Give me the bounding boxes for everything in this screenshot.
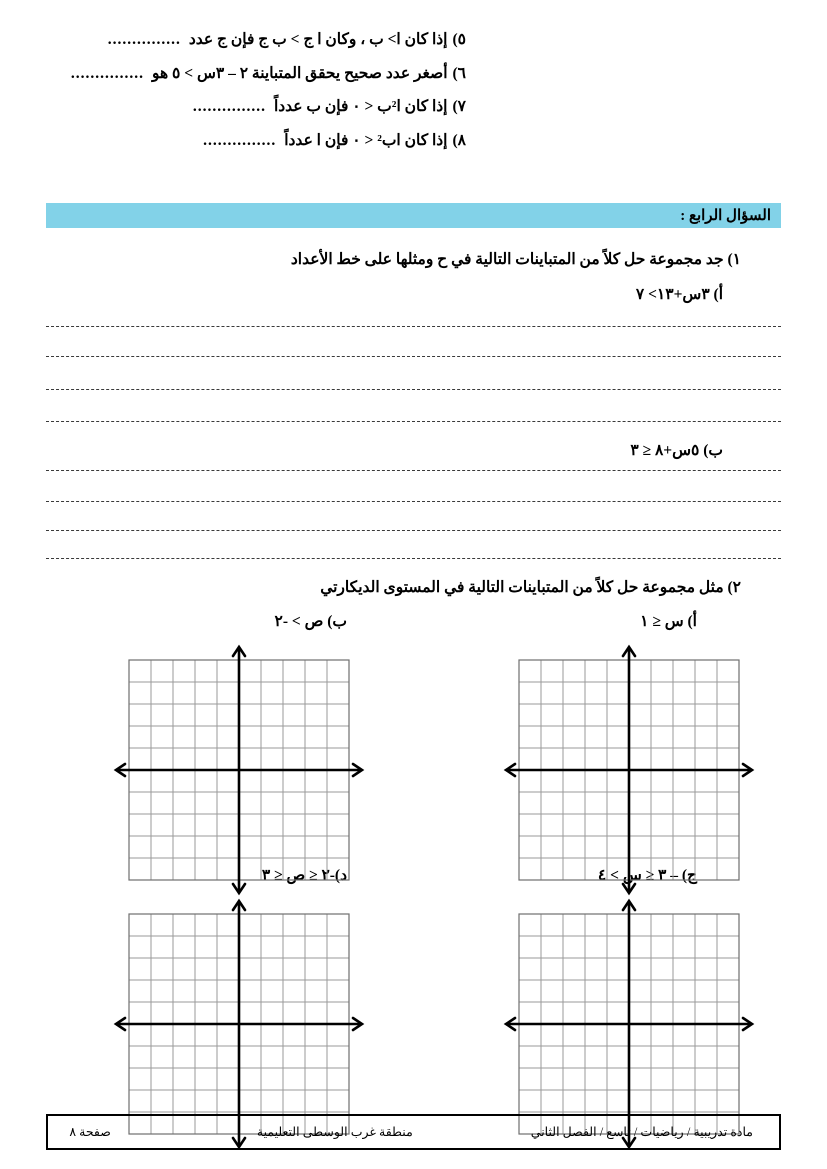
answer-line[interactable] <box>46 421 781 422</box>
answer-line[interactable] <box>46 356 781 357</box>
answer-line[interactable] <box>46 558 781 559</box>
question-number: ٨) <box>452 131 466 149</box>
coordinate-grid-a[interactable] <box>503 644 755 901</box>
answer-line[interactable] <box>46 389 781 390</box>
question-number: ٧) <box>452 98 466 115</box>
top-questions-list <box>70 30 741 164</box>
answer-line[interactable] <box>46 470 781 471</box>
answer-line[interactable] <box>46 501 781 502</box>
answer-line[interactable] <box>46 326 781 327</box>
question-number: ٥) <box>452 31 466 48</box>
answer-blank[interactable]: ............... <box>203 131 277 149</box>
section-header-title: السؤال الرابع : <box>680 208 771 224</box>
graph-label-b: ب) ص > -٢ <box>274 613 347 630</box>
answer-line[interactable] <box>46 530 781 531</box>
footer-subject: مادة تدريبية / رياضيات / تاسع / الفصل الثاني <box>530 1125 753 1139</box>
question-text: إذا كان ا> ب ، وكان ا ج > ب ج فإن ج عدد <box>188 31 448 48</box>
coordinate-grid-b[interactable] <box>113 644 365 901</box>
footer-page-number: صفحة ٨ <box>69 1125 111 1139</box>
section-header-bar <box>46 203 781 228</box>
top-question-item <box>86 97 741 116</box>
graph-label-d: د)-٢ ≤ ص ≤ ٣ <box>261 867 347 884</box>
page-footer <box>46 1114 781 1150</box>
question-2-heading: ٢) مثل مجموعة حل كلاً من المتباينات التالية في المستوى الديكارتي <box>320 579 741 596</box>
question-1-part-b-expression: ب) ٥س+٨ ≤ ٣ <box>630 442 723 459</box>
question-1-part-a-expression: أ) ٣س+١٣> ٧ <box>635 286 723 303</box>
graph-label-a: أ) س ≤ ١ <box>640 613 697 630</box>
question-text: أصغر عدد صحيح يحقق المتباينة ٢ – ٣س > ٥ هو <box>151 64 448 82</box>
question-text: إذا كان ا²ب < ٠ فإن ب عدداً <box>273 98 448 115</box>
top-question-item <box>86 131 741 150</box>
question-number: ٦) <box>452 64 466 82</box>
top-question-item <box>86 30 741 49</box>
top-question-item <box>70 64 741 83</box>
answer-blank[interactable]: ............... <box>192 98 266 115</box>
answer-blank[interactable]: ............... <box>70 64 144 82</box>
footer-region: منطقة غرب الوسطى التعليمية <box>256 1125 413 1139</box>
answer-blank[interactable]: ............... <box>107 31 181 48</box>
graph-label-c: ج) – ٣ ≤ س > ٤ <box>597 867 697 884</box>
question-text: إذا كان اب² < ٠ فإن ا عدداً <box>284 131 448 149</box>
question-1-heading: ١) جد مجموعة حل كلاً من المتباينات التالية في ح ومثلها على خط الأعداد <box>290 251 741 268</box>
